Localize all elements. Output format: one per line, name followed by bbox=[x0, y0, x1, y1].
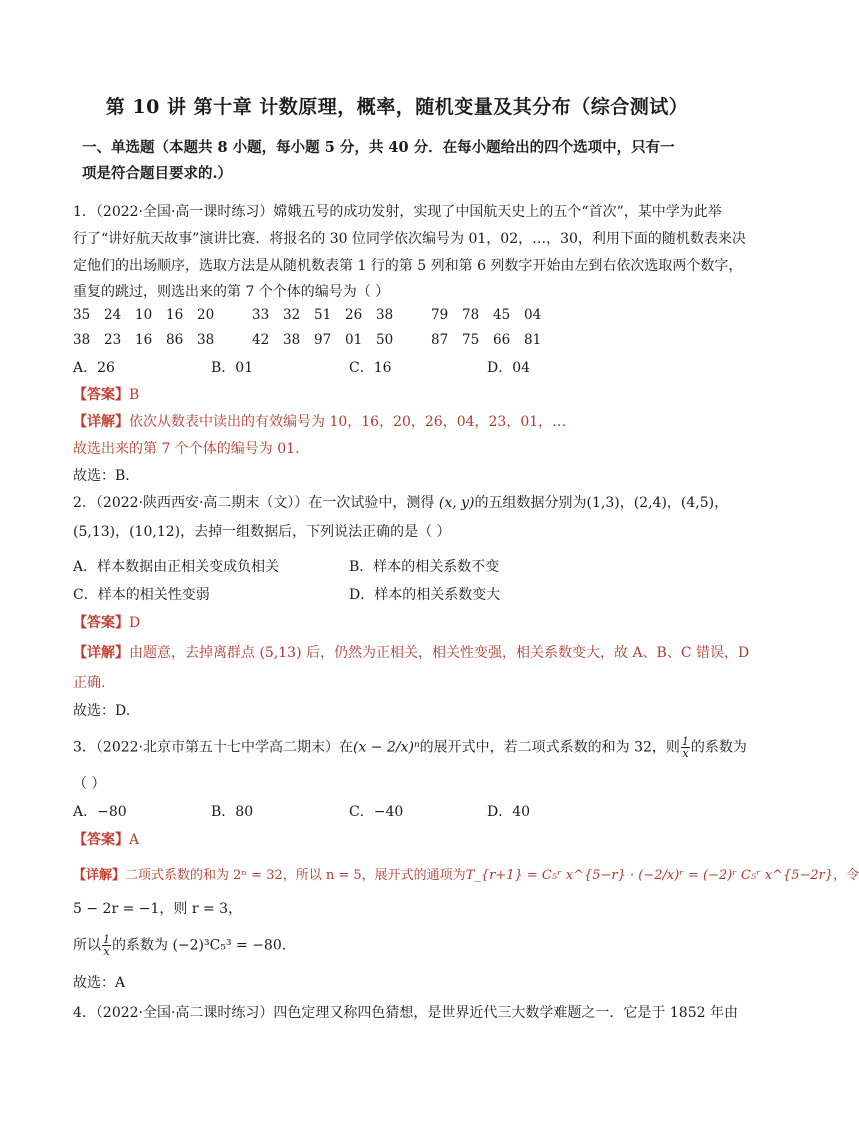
q3-text: 的系数为 (−2)³C₅³ = −80． bbox=[112, 937, 296, 954]
table-cell: 42 bbox=[252, 332, 270, 348]
table-cell: 26 bbox=[345, 307, 363, 323]
one-over-x-fraction: $\frac{1}{x}$ bbox=[103, 933, 110, 958]
table-cell: 04 bbox=[524, 307, 542, 323]
q1-detail-2: 故选出来的第 7 个个体的编号为 01. bbox=[73, 441, 300, 457]
table-cell: 51 bbox=[314, 307, 332, 323]
table-cell: 33 bbox=[252, 307, 270, 323]
q3-line-1 bbox=[73, 736, 747, 759]
detail-text: 二项式系数的和为 2ⁿ = 32，所以 n = 5，展开式的通项为 bbox=[125, 868, 466, 883]
section-heading-line2: 项是符合题目要求的.） bbox=[82, 165, 233, 182]
q3-detail-1 bbox=[73, 864, 859, 883]
q3-detail-2: 5 − 2r = −1，则 r = 3， bbox=[73, 901, 243, 917]
q2-xy: (x, y) bbox=[438, 495, 475, 511]
q1-choose: 故选：B． bbox=[73, 468, 140, 484]
q1-line-3: 定他们的出场顺序，选取方法是从随机数表第 1 行的第 5 列和第 6 列数字开始由左到右依次选取两个数字， bbox=[73, 258, 743, 274]
table-cell: 23 bbox=[104, 332, 122, 348]
random-table-row-2 bbox=[73, 332, 555, 348]
q3-line-2: （ ） bbox=[73, 776, 106, 792]
table-cell: 75 bbox=[462, 332, 480, 348]
q1-option-c: C．16 bbox=[349, 360, 392, 376]
q1-option-b: B．01 bbox=[211, 360, 254, 376]
answer-value: B bbox=[129, 387, 140, 403]
table-cell: 66 bbox=[493, 332, 511, 348]
q1-line-1: 1．（2022·全国·高一课时练习）嫦娥五号的成功发射，实现了中国航天史上的五个“首次”，某中学为此举 bbox=[73, 204, 722, 220]
q3-text: 所以 bbox=[73, 937, 101, 954]
q2-answer bbox=[73, 612, 140, 632]
table-cell: 24 bbox=[104, 307, 122, 323]
table-cell: 81 bbox=[524, 332, 542, 348]
detail-text: 由题意，去掉离群点 (5,13) 后，仍然为正相关，相关性变强，相关系数变大，故 A、B、C 错误，D bbox=[129, 645, 750, 661]
q1-line-2: 行了“讲好航天故事”演讲比赛．将报名的 30 位同学依次编号为 01，02，…，30，利用下面的随机数表来决 bbox=[73, 231, 746, 247]
table-cell: 78 bbox=[462, 307, 480, 323]
q3-detail-3 bbox=[73, 934, 296, 957]
table-cell: 38 bbox=[376, 307, 394, 323]
detail-tag: 【详解】 bbox=[73, 868, 126, 883]
q2-option-b: B．样本的相关系数不变 bbox=[349, 559, 500, 575]
table-cell: 10 bbox=[135, 307, 153, 323]
q2-line-1 bbox=[73, 492, 728, 512]
q3-option-d: D．40 bbox=[487, 804, 531, 820]
q4-line-1: 4．（2022·全国·高二课时练习）四色定理又称四色猜想，是世界近代三大数学难题之一．它是于 1852 年由 bbox=[73, 1005, 738, 1021]
q2-detail-2: 正确. bbox=[73, 675, 106, 691]
detail-tag: 【详解】 bbox=[73, 645, 129, 661]
q3-text: 的展开式中，若二项式系数的和为 32，则 bbox=[419, 739, 680, 756]
detail-tag: 【详解】 bbox=[73, 414, 129, 430]
q3-text: 3．（2022·北京市第五十七中学高二期末）在 bbox=[73, 739, 353, 756]
section-heading-line1: 一、单选题（本题共 8 小题，每小题 5 分，共 40 分．在每小题给出的四个选项中，只有一 bbox=[82, 139, 675, 156]
q2-detail-1 bbox=[73, 642, 749, 662]
detail-text: 依次从数表中读出的有效编号为 10，16，20，26，04，23，01，… bbox=[129, 414, 567, 430]
table-cell: 38 bbox=[73, 332, 91, 348]
table-cell: 32 bbox=[283, 307, 301, 323]
table-cell: 87 bbox=[431, 332, 449, 348]
one-over-x-fraction: $\frac{1}{x}$ bbox=[681, 735, 689, 760]
table-cell: 79 bbox=[431, 307, 449, 323]
table-cell: 50 bbox=[376, 332, 394, 348]
q3-option-a: A．−80 bbox=[73, 804, 127, 820]
q2-text: (5,13)，(10,12)，去掉一组数据 bbox=[73, 524, 279, 540]
answer-value: A bbox=[129, 832, 140, 848]
q2-points: (1,3)，(2,4)，(4,5)， bbox=[586, 495, 729, 511]
q1-answer bbox=[73, 384, 139, 404]
answer-tag: 【答案】 bbox=[73, 387, 129, 403]
q1-option-d: D．04 bbox=[487, 360, 531, 376]
q2-option-d: D．样本的相关系数变大 bbox=[349, 587, 501, 603]
answer-tag: 【答案】 bbox=[73, 615, 129, 631]
q2-choose: 故选：D. bbox=[73, 703, 131, 719]
q2-text: 的五组数据分别为 bbox=[474, 495, 587, 511]
random-table-row-1 bbox=[73, 307, 555, 323]
table-cell: 35 bbox=[73, 307, 91, 323]
q3-text: 的系数为 bbox=[690, 739, 747, 756]
q1-line-4: 重复的跳过，则选出来的第 7 个个体的编号为（ ） bbox=[73, 284, 390, 300]
q3-option-c: C．−40 bbox=[349, 804, 404, 820]
general-term-formula: T_{r+1} = C₅ʳ x^{5−r} · (−2/x)ʳ = (−2)ʳ C₅ʳ x^{5−2r} bbox=[465, 868, 834, 883]
q3-expression: (x − 2/x)ⁿ bbox=[353, 739, 420, 756]
table-cell: 86 bbox=[166, 332, 184, 348]
table-cell: 01 bbox=[345, 332, 363, 348]
q2-line-2 bbox=[73, 521, 451, 541]
q1-detail-1 bbox=[73, 411, 566, 431]
q2-text: 2．（2022·陕西西安·高二期末（文））在一次试验中，测得 bbox=[73, 495, 435, 511]
q2-option-a: A．样本数据由正相关变成负相关 bbox=[73, 559, 280, 575]
page-title: 第 10 讲 第十章 计数原理，概率，随机变量及其分布（综合测试） bbox=[105, 96, 689, 118]
table-cell: 16 bbox=[135, 332, 153, 348]
answer-tag: 【答案】 bbox=[73, 832, 129, 848]
table-cell: 16 bbox=[166, 307, 184, 323]
table-cell: 20 bbox=[197, 307, 215, 323]
table-cell: 38 bbox=[197, 332, 215, 348]
q1-option-a: A．26 bbox=[73, 360, 115, 376]
detail-text: ，令 bbox=[833, 868, 859, 883]
answer-value: D bbox=[129, 615, 141, 631]
table-cell: 45 bbox=[493, 307, 511, 323]
q3-answer bbox=[73, 829, 139, 849]
table-cell: 97 bbox=[314, 332, 332, 348]
q3-choose: 故选：A bbox=[73, 975, 126, 991]
q2-text: 后，下列说法正确的是（ ） bbox=[278, 524, 451, 540]
q3-option-b: B．80 bbox=[211, 804, 254, 820]
q2-option-c: C．样本的相关性变弱 bbox=[73, 587, 210, 603]
table-cell: 38 bbox=[283, 332, 301, 348]
